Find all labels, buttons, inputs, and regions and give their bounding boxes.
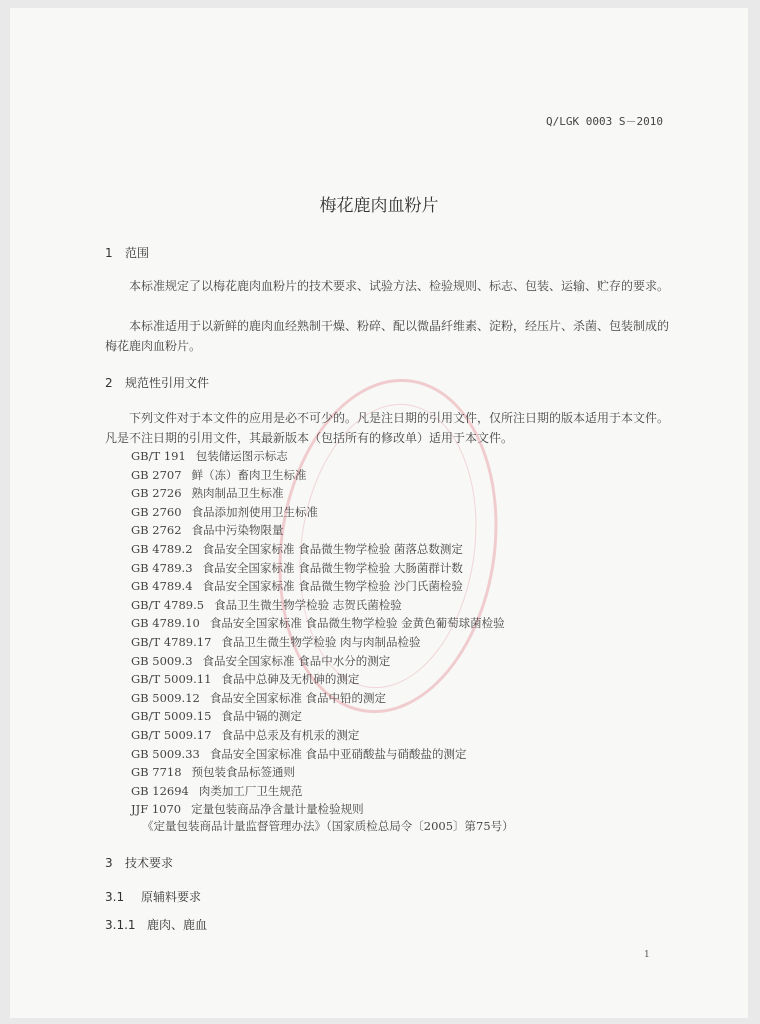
reference-code: GB 2707 bbox=[131, 467, 182, 482]
reference-item bbox=[131, 783, 302, 799]
section-1-paragraph-2: 本标准适用于以新鲜的鹿肉血经熟制干燥、粉碎、配以微晶纤维素、淀粉，经压片、杀菌、包装制成的梅花鹿肉血粉片。 bbox=[105, 319, 670, 353]
reference-code: GB/T 191 bbox=[131, 449, 186, 463]
section-3-1-1-heading bbox=[105, 916, 207, 933]
reference-code: GB 7718 bbox=[131, 765, 182, 780]
reference-item bbox=[131, 467, 307, 483]
reference-title: 食品安全国家标准 食品中亚硝酸盐与硝酸盐的测定 bbox=[209, 746, 467, 761]
reference-code: GB/T 4789.5 bbox=[131, 597, 205, 612]
reference-item bbox=[131, 485, 284, 501]
reference-item bbox=[131, 671, 359, 687]
reference-title: 食品安全国家标准 食品微生物学检验 金黄色葡萄球菌检验 bbox=[209, 616, 505, 631]
reference-code: GB/T 5009.15 bbox=[131, 709, 212, 724]
reference-code: GB 2760 bbox=[131, 504, 182, 519]
reference-title: 预包装食品标签通则 bbox=[191, 765, 296, 780]
reference-code: GB/T 5009.11 bbox=[131, 672, 212, 687]
reference-item bbox=[131, 634, 421, 650]
reference-item bbox=[131, 522, 284, 538]
reference-code: JJF 1070 bbox=[131, 802, 182, 817]
reference-title: 食品添加剂使用卫生标准 bbox=[191, 504, 319, 519]
reference-title: 食品安全国家标准 食品中铅的测定 bbox=[209, 690, 387, 705]
reference-title: 包装储运图示标志 bbox=[195, 449, 288, 463]
section-3-1-number: 3.1 bbox=[105, 890, 125, 904]
reference-item bbox=[131, 578, 463, 594]
reference-title: 食品卫生微生物学检验 志贺氏菌检验 bbox=[214, 597, 402, 612]
reference-code: GB 4789.2 bbox=[131, 542, 193, 556]
reference-code: GB 4789.10 bbox=[131, 616, 200, 631]
reference-item bbox=[131, 801, 364, 817]
section-3-number: 3 bbox=[105, 856, 113, 870]
reference-item bbox=[131, 597, 402, 613]
reference-code: GB 5009.3 bbox=[131, 653, 193, 668]
reference-code: GB 4789.4 bbox=[131, 579, 193, 594]
reference-code: GB 12694 bbox=[131, 783, 189, 798]
reference-code: GB 2762 bbox=[131, 523, 182, 538]
section-3-1-1-title: 鹿肉、鹿血 bbox=[147, 918, 208, 932]
section-2-title: 规范性引用文件 bbox=[125, 376, 210, 390]
reference-item bbox=[131, 541, 463, 557]
section-1-heading bbox=[105, 244, 149, 261]
section-3-title: 技术要求 bbox=[125, 856, 174, 870]
reference-item bbox=[131, 653, 390, 669]
reference-item bbox=[131, 727, 359, 743]
reference-item bbox=[131, 690, 386, 706]
section-2-intro: 下列文件对于本文件的应用是必不可少的。凡是注日期的引用文件，仅所注日期的版本适用于本文件。凡是不注日期的引用文件，其最新版本（包括所有的修改单）适用于本文件。 bbox=[105, 411, 670, 445]
document-title: 梅花鹿肉血粉片 bbox=[319, 196, 439, 216]
reference-title: 食品安全国家标准 食品微生物学检验 大肠菌群计数 bbox=[202, 560, 463, 575]
reference-title: 食品中总砷及无机砷的测定 bbox=[221, 672, 360, 687]
section-3-1-heading bbox=[105, 888, 201, 905]
page-number: 1 bbox=[644, 950, 650, 960]
reference-code: GB 5009.12 bbox=[131, 690, 200, 705]
reference-title: 肉类加工厂卫生规范 bbox=[198, 783, 303, 798]
reference-title: 熟肉制品卫生标准 bbox=[191, 486, 284, 501]
section-3-heading bbox=[105, 854, 173, 871]
reference-title: 鲜（冻）畜肉卫生标准 bbox=[191, 467, 307, 482]
reference-title: 食品中总汞及有机汞的测定 bbox=[221, 728, 360, 742]
reference-item bbox=[131, 764, 295, 780]
reference-item bbox=[131, 746, 467, 762]
reference-item bbox=[131, 560, 463, 576]
section-2-heading bbox=[105, 374, 209, 391]
reference-title: 食品安全国家标准 食品中水分的测定 bbox=[202, 653, 391, 668]
section-1-number: 1 bbox=[105, 246, 113, 260]
reference-title: 食品中镉的测定 bbox=[221, 709, 302, 724]
document-page bbox=[10, 8, 748, 1018]
reference-regulation: 《定量包装商品计量监督管理办法》（国家质检总局令〔2005〕第75号） bbox=[142, 819, 514, 833]
reference-code: GB 4789.3 bbox=[131, 560, 193, 575]
reference-item bbox=[131, 708, 302, 724]
section-2-number: 2 bbox=[105, 376, 113, 390]
reference-title: 食品卫生微生物学检验 肉与肉制品检验 bbox=[221, 635, 421, 649]
reference-title: 食品安全国家标准 食品微生物学检验 沙门氏菌检验 bbox=[202, 579, 463, 594]
reference-item bbox=[131, 448, 288, 464]
reference-code: GB 5009.33 bbox=[131, 746, 200, 761]
reference-title: 食品中污染物限量 bbox=[191, 523, 284, 538]
reference-title: 食品安全国家标准 食品微生物学检验 菌落总数测定 bbox=[202, 542, 463, 556]
section-1-paragraph-1: 本标准规定了以梅花鹿肉血粉片的技术要求、试验方法、检验规则、标志、包装、运输、贮存的要求。 bbox=[129, 279, 670, 293]
reference-code: GB 2726 bbox=[131, 486, 182, 501]
reference-title: 定量包装商品净含量计量检验规则 bbox=[191, 802, 364, 817]
section-3-1-1-number: 3.1.1 bbox=[105, 918, 136, 932]
reference-code: GB/T 5009.17 bbox=[131, 728, 212, 742]
reference-code: GB/T 4789.17 bbox=[131, 635, 212, 649]
section-3-1-title: 原辅料要求 bbox=[141, 890, 202, 904]
reference-item bbox=[131, 615, 505, 631]
section-1-title: 范围 bbox=[125, 246, 150, 260]
reference-item bbox=[131, 504, 318, 520]
standard-code: Q/LGK 0003 S－2010 bbox=[546, 115, 663, 128]
